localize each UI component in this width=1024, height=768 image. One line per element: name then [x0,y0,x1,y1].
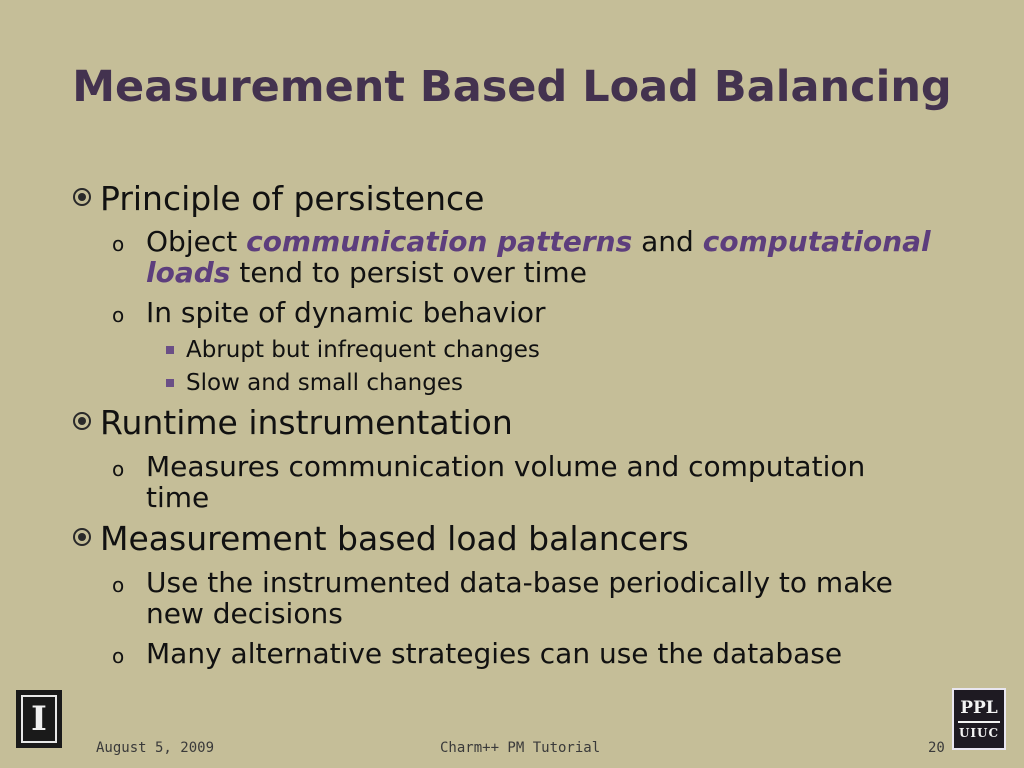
bullet-runtime-instrumentation [64,404,513,442]
sub-bullet-alternative-strategies [112,638,956,672]
illinois-logo [16,690,62,748]
text-and: and [632,225,703,258]
target-bullet-icon [64,520,100,546]
footer-page-number: 20 [928,740,945,756]
uiuc-logo-text: UIUC [958,726,1000,740]
sub-bullet-communication [112,226,956,288]
sub-bullet-text: Use the instrumented data-base periodically to make new decisions [146,566,893,630]
emphasis-computational-loads: computational loads [146,225,931,289]
third-bullet-text: Abrupt but infrequent changes [186,337,540,363]
ppl-uiuc-logo [952,688,1006,750]
sub-bullet-measures [112,451,936,513]
third-bullet-abrupt [162,335,540,365]
footer-date: August 5, 2009 [96,740,215,756]
bullet-text: Principle of persistence [100,179,485,218]
target-bullet-icon [64,180,100,206]
bullet-measurement-based-balancers [64,520,689,558]
sub-bullet-text: Measures communication volume and computation time [146,450,866,514]
square-bullet-icon [166,379,174,387]
sub-bullet-instrumented-database [112,567,946,629]
text-object: Object [146,225,247,258]
sub-bullet-text [146,226,956,288]
bullet-text: Runtime instrumentation [100,403,513,442]
sub-bullet-dynamic-behavior [112,297,956,331]
sub-bullet-text: Many alternative strategies can use the database [146,637,843,670]
logo-divider [958,721,1000,723]
circle-bullet-icon: o [112,232,125,256]
footer-title: Charm++ PM Tutorial [440,740,601,756]
third-bullet-slow [162,368,463,398]
bullet-text: Measurement based load balancers [100,519,689,558]
circle-bullet-icon: o [112,457,125,481]
slide-title: Measurement Based Load Balancing [72,62,952,112]
third-bullet-text: Slow and small changes [186,370,463,396]
circle-bullet-icon: o [112,644,125,668]
bullet-principle-of-persistence [64,180,484,218]
circle-bullet-icon: o [112,573,125,597]
square-bullet-icon [166,346,174,354]
sub-bullet-text: In spite of dynamic behavior [146,296,546,329]
illinois-logo-glyph: I [21,695,57,743]
ppl-logo-text: PPL [960,698,998,718]
circle-bullet-icon: o [112,303,125,327]
target-bullet-icon [64,404,100,430]
emphasis-communication-patterns: communication patterns [246,225,633,258]
text-persist: tend to persist over time [230,256,587,289]
